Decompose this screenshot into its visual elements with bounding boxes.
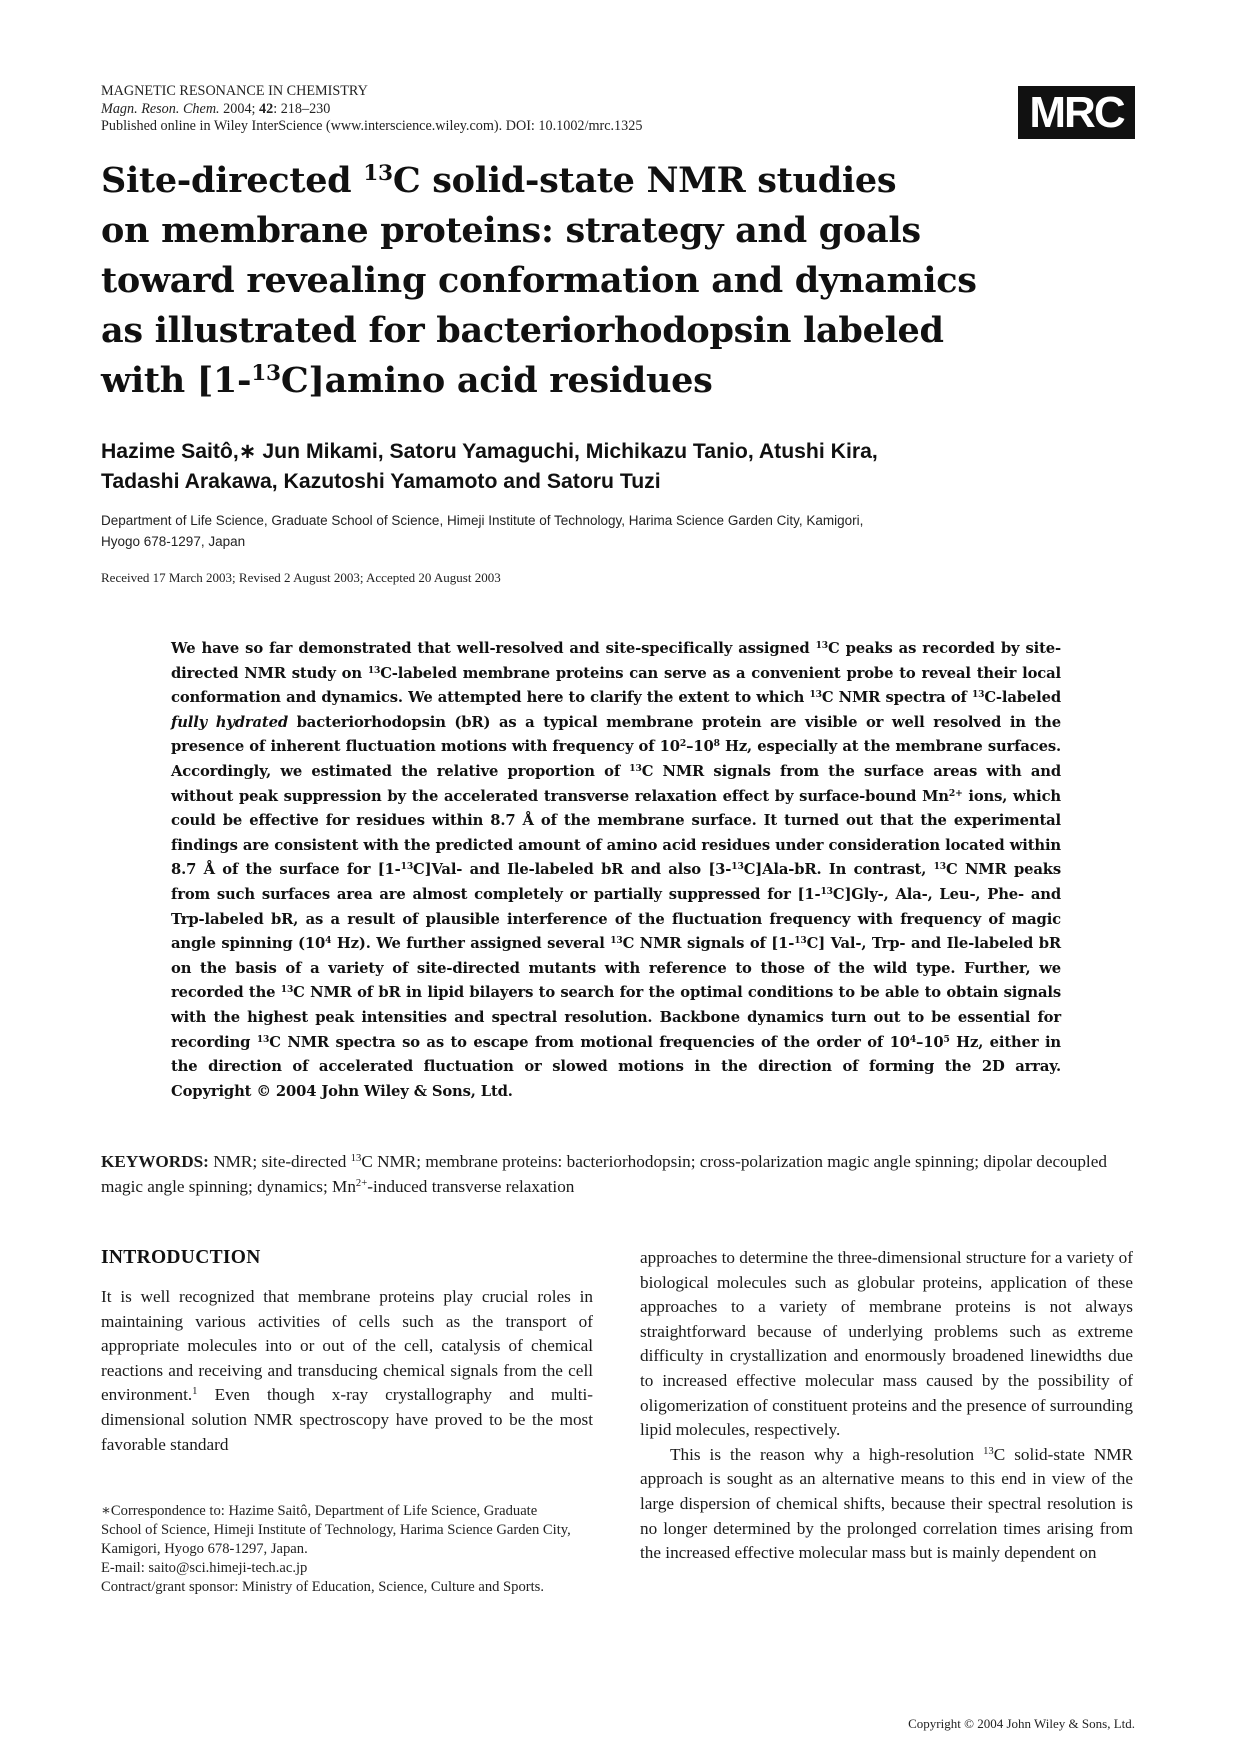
isotope-superscript: 13 [815, 639, 828, 651]
body-text: It is well recognized that membrane proteins play crucial roles in maintaining various activities of cells such as the transport of appropriate molecules into or out of the cell, catalysis of chemical reactions and receiving and transducing chemical signals from the cell environment. [101, 1287, 593, 1405]
citation-abbrev: Magn. Reson. Chem. [101, 100, 220, 117]
published-line: Published online in Wiley InterScience (www.interscience.wiley.com). DOI: 10.1002/mrc.1325 [101, 118, 643, 134]
abstract-text: C]Ala-bR. In contrast, [743, 861, 934, 879]
abstract-text: bacteriorhodopsin (bR) as a typical membrane protein are visible or well resolved in the presence of inherent fluctuation motions with frequency of 10 [171, 713, 1061, 756]
charge-superscript: 2+ [948, 787, 963, 799]
title-text: C]amino acid residues [280, 360, 713, 401]
journal-header [101, 83, 642, 136]
grant-sponsor: Contract/grant sponsor: Ministry of Education, Science, Culture and Sports. [101, 1579, 545, 1595]
paper-title [101, 156, 1081, 406]
copyright-footer: Copyright © 2004 John Wiley & Sons, Ltd. [908, 1716, 1135, 1731]
isotope-superscript: 13 [971, 689, 985, 701]
title-text: as illustrated for bacteriorhodopsin labeled [101, 310, 944, 351]
keywords [101, 1150, 1136, 1199]
charge-superscript: 2+ [355, 1177, 368, 1189]
isotope-superscript: 13 [983, 1445, 994, 1457]
body-paragraph [101, 1285, 593, 1457]
keywords-text: -induced transverse relaxation [367, 1176, 575, 1196]
isotope-superscript: 13 [794, 935, 807, 947]
body-paragraph: approaches to determine the three-dimensional structure for a variety of biological molecules such as globular proteins, application of these approaches to a variety of membrane proteins is not always straightforward because of underlying problems such as extreme difficulty in crystallization and enormously broadened linewidths due to increased effective molecular mass caused by the possibility of oligomerization of constituent proteins and the presence of surrounding lipid molecules, respectively. [640, 1248, 1133, 1440]
author-line: Hazime Saitô,∗ Jun Mikami, Satoru Yamaguchi, Michikazu Tanio, Atushi Kira, [101, 440, 878, 463]
author-line: Tadashi Arakawa, Kazutoshi Yamamoto and Satoru Tuzi [101, 470, 661, 493]
isotope-superscript: 13 [367, 664, 381, 676]
isotope-superscript: 13 [251, 361, 281, 387]
exponent-superscript: 5 [943, 1033, 950, 1045]
exponent-superscript: 4 [909, 1033, 917, 1045]
citation-year: 2004; [223, 100, 256, 117]
abstract-italic-text: fully hydrated [171, 713, 288, 731]
keywords-label: KEYWORDS: [101, 1152, 209, 1171]
body-text: C solid-state NMR approach is sought as an alternative means to this end in view of the large dispersion of chemical shifts, because their spectral resolution is no longer determined by the prolonged correlation times arising from the increased effective molecular mass but is mainly dependent on [640, 1444, 1133, 1563]
isotope-superscript: 13 [363, 161, 393, 187]
body-paragraph [640, 1443, 1133, 1566]
exponent-superscript: 2 [679, 738, 687, 750]
affiliation-line: Hyogo 678-1297, Japan [101, 534, 246, 549]
correspondence-address: ∗Correspondence to: Hazime Saitô, Department of Life Science, Graduate School of Science, Himeji Institute of Technology, Harima Science Garden City, Kamigori, Hyogo 678-1297, Japan. [101, 1503, 571, 1557]
title-text: on membrane proteins: strategy and goals [101, 210, 921, 251]
title-text: C solid-state NMR studies [392, 160, 897, 201]
isotope-superscript: 13 [256, 1033, 270, 1045]
abstract-text: C NMR signals of [1- [622, 935, 795, 953]
citation-line [101, 101, 642, 119]
abstract-text: –10 [686, 738, 714, 756]
citation-volume: 42 [259, 100, 274, 117]
affiliation [101, 510, 1061, 552]
abstract-text: C-labeled [984, 689, 1062, 707]
abstract-text: We have so far demonstrated that well-resolved and site-specifically assigned [171, 640, 816, 657]
citation-pages: : 218–230 [273, 100, 331, 117]
reference-superscript: 1 [192, 1386, 198, 1398]
abstract-text: C]Val- and Ile-labeled bR and also [3- [413, 861, 732, 879]
abstract-text: C NMR spectra of [821, 689, 972, 707]
abstract-text: –10 [916, 1033, 944, 1051]
correspondence-footnote [101, 1502, 581, 1597]
section-heading: INTRODUCTION [101, 1247, 261, 1268]
isotope-superscript: 13 [809, 689, 822, 701]
received-dates: Received 17 March 2003; Revised 2 August 2003; Accepted 20 August 2003 [101, 570, 501, 585]
abstract [171, 637, 1061, 1104]
abstract-text: C] Val-, Trp- and Ile-labeled bR on the basis of a variety of site-directed mutants with reference to those of the wild type. Further, we recorded the [171, 935, 1061, 1002]
keywords-text: NMR; site-directed [208, 1152, 351, 1171]
left-column [101, 1285, 593, 1457]
title-text: toward revealing conformation and dynamics [101, 260, 977, 301]
abstract-text: C NMR peaks from such surfaces area are almost completely or partially suppressed for [1- [171, 861, 1061, 903]
abstract-text: Hz). We further assigned several [331, 935, 611, 953]
title-text: with [1- [101, 360, 252, 401]
abstract-text: C peaks as recorded by site-directed NMR study on [171, 640, 1061, 682]
isotope-superscript: 13 [610, 935, 623, 947]
body-text: This is the reason why a high-resolution [670, 1444, 984, 1464]
isotope-superscript: 13 [820, 885, 833, 897]
isotope-superscript: 13 [350, 1153, 362, 1165]
title-text: Site-directed [101, 160, 364, 201]
exponent-superscript: 4 [325, 935, 332, 947]
isotope-superscript: 13 [400, 861, 414, 873]
isotope-superscript: 13 [629, 762, 642, 774]
abstract-text: C NMR spectra so as to escape from motional frequencies of the order of 10 [269, 1033, 910, 1051]
journal-logo: MRC [1018, 86, 1135, 139]
affiliation-line: Department of Life Science, Graduate School of Science, Himeji Institute of Technology, Harima Science Garden City, Kamigori, [101, 513, 864, 528]
abstract-text: C-labeled membrane proteins can serve as a convenient probe to reveal their local conformation and dynamics. We attempted here to clarify the extent to which [171, 664, 1061, 707]
isotope-superscript: 13 [280, 984, 294, 996]
abstract-text: C]Gly-, Ala-, Leu-, Phe- and Trp-labeled bR, as a result of plausible interference of the fluctuation frequency with frequency of magic angle spinning (10 [171, 885, 1061, 953]
isotope-superscript: 13 [731, 861, 744, 873]
abstract-text: ions, which could be effective for residues within 8.7 Å of the membrane surface. It turned out that the experimental findings are consistent with the predicted amount of amino acid residues under consideration located within 8.7 Å of the surface for [1- [171, 787, 1061, 879]
author-list [101, 437, 1061, 497]
correspondence-email: E-mail: saito@sci.himeji-tech.ac.jp [101, 1560, 308, 1576]
isotope-superscript: 13 [933, 861, 946, 873]
right-column [640, 1246, 1133, 1566]
keywords-text: C NMR; membrane proteins: bacteriorhodopsin; cross-polarization magic angle spinning; dipolar decoupled magic angle spinning; dynamics; Mn [101, 1152, 1107, 1196]
journal-name: MAGNETIC RESONANCE IN CHEMISTRY [101, 83, 368, 99]
abstract-text: Hz, either in the direction of accelerated fluctuation or slowed motions in the direction of forming the 2D array. Copyright © 2004 John Wiley & Sons, Ltd. [171, 1033, 1061, 1100]
abstract-text: Hz, especially at the membrane surfaces. Accordingly, we estimated the relative proportion of [171, 738, 1061, 780]
abstract-text: C NMR signals from the surface areas with and without peak suppression by the accelerated transverse relaxation effect by surface-bound Mn [171, 762, 1062, 805]
abstract-text: C NMR of bR in lipid bilayers to search for the optimal conditions to be able to obtain signals with the highest peak intensities and spectral resolution. Backbone dynamics turn out to be essential for recording [171, 984, 1062, 1051]
exponent-superscript: 8 [713, 738, 720, 750]
body-text: Even though x-ray crystallography and multi-dimensional solution NMR spectroscopy have proved to be the most favorable standard [101, 1385, 593, 1454]
